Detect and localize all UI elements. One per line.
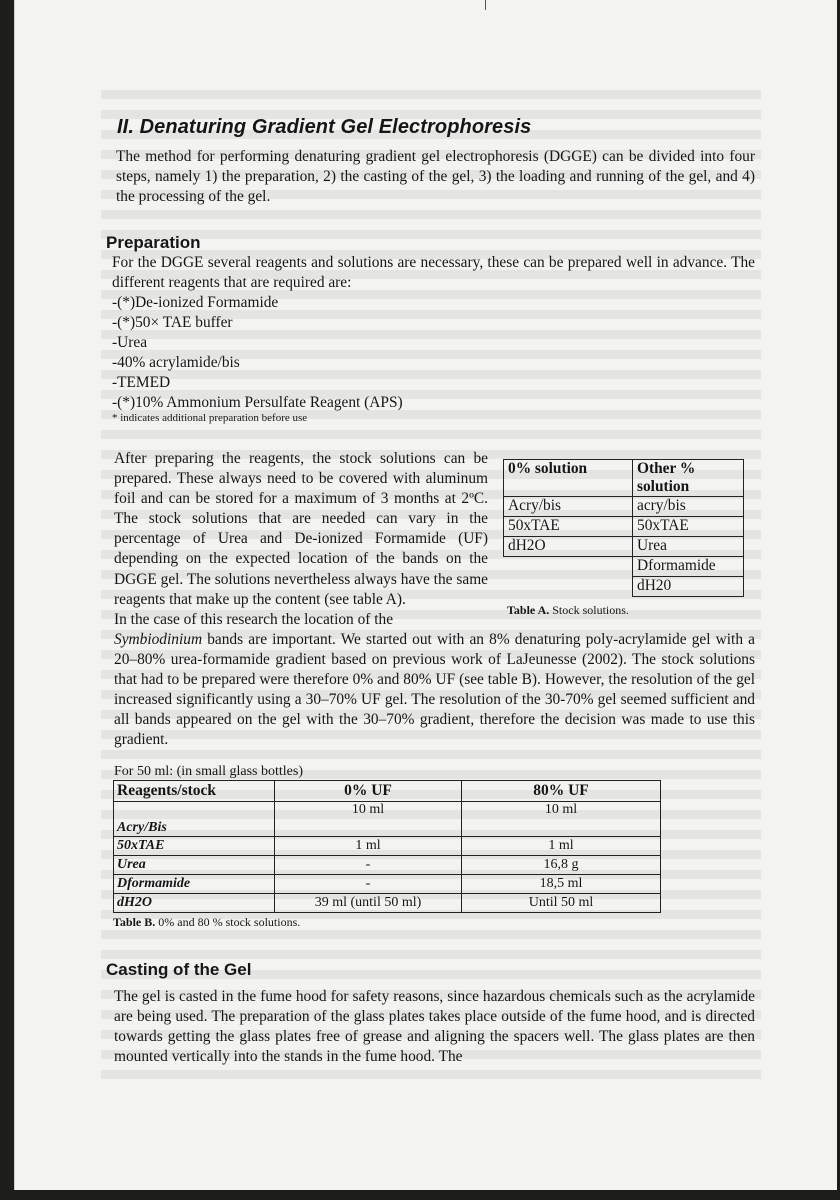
- table-cell: Acry/bis: [504, 497, 633, 517]
- caption-text: 0% and 80 % stock solutions.: [155, 914, 301, 929]
- reagent-item: -(*)50× TAE buffer: [112, 314, 233, 331]
- reagent-item: -Urea: [112, 334, 148, 351]
- table-header: 0% solution: [504, 460, 633, 497]
- table-cell: 10 ml: [462, 801, 661, 836]
- reagent-item: -(*)De-ionized Formamide: [112, 294, 279, 311]
- preparation-heading: Preparation: [106, 233, 201, 252]
- stock-paragraph-column: [114, 449, 488, 610]
- table-header: 0% UF: [275, 780, 462, 801]
- table-cell: Urea: [114, 855, 275, 874]
- section-title: II. Denaturing Gradient Gel Electrophoresis: [117, 116, 532, 138]
- casting-heading: Casting of the Gel: [106, 959, 252, 979]
- table-b-caption: [113, 915, 755, 930]
- table-cell-empty: [504, 577, 633, 597]
- table-cell: dH20: [633, 577, 744, 597]
- table-cell: Urea: [633, 537, 744, 557]
- table-cell: -: [275, 855, 462, 874]
- table-row: [504, 497, 744, 517]
- scan-mark: [485, 0, 486, 10]
- table-header: Other % solution: [633, 460, 744, 497]
- table-cell: Dformamide: [633, 557, 744, 577]
- table-row: [504, 557, 744, 577]
- table-cell: 1 ml: [275, 836, 462, 855]
- preparation-block: [112, 253, 755, 425]
- table-row: [114, 855, 661, 874]
- table-a-caption: [507, 603, 759, 618]
- table-cell: 16,8 g: [462, 855, 661, 874]
- preparation-lead: For the DGGE several reagents and solutions are necessary, these can be prepared well in advance. The different reagents that are required are:: [112, 254, 755, 291]
- table-cell: Dformamide: [114, 874, 275, 893]
- table-cell: Acry/Bis: [114, 801, 275, 836]
- table-cell: dH2O: [114, 893, 275, 912]
- table-cell: Until 50 ml: [462, 893, 661, 912]
- table-row: [504, 577, 744, 597]
- table-b-label: For 50 ml: (in small glass bottles): [114, 763, 303, 779]
- table-cell: 50xTAE: [633, 517, 744, 537]
- footnote: * indicates additional preparation before use: [112, 412, 308, 424]
- intro-paragraph: The method for performing denaturing gradient gel electrophoresis (DGGE) can be divided into four steps, namely 1) the preparation, 2) the casting of the gel, 3) the loading and running of the gel, and 4) the processing of the gel.: [116, 148, 755, 205]
- reagent-item: -TEMED: [112, 374, 171, 391]
- table-row: [504, 517, 744, 537]
- table-a: [503, 459, 744, 597]
- table-cell: 50xTAE: [114, 836, 275, 855]
- stock-section: [101, 449, 755, 750]
- table-cell: 39 ml (until 50 ml): [275, 893, 462, 912]
- table-cell: 50xTAE: [504, 517, 633, 537]
- table-cell: 18,5 ml: [462, 874, 661, 893]
- table-header: Reagents/stock: [114, 780, 275, 801]
- table-row: [114, 801, 661, 836]
- table-row: [114, 836, 661, 855]
- reagent-item: -(*)10% Ammonium Persulfate Reagent (APS): [112, 394, 403, 411]
- table-cell-empty: [504, 557, 633, 577]
- page-content: [101, 116, 755, 1067]
- case-rest: bands are important. We started out with an 8% denaturing poly-acrylamide gel with a 20–80% urea-formamide gradient based on previous work of LaJeunesse (2002). The stock solutions that had to be prepared were therefore 0% and 80% UF (see table B). However, the resolution of the gel increased significantly using a 30–70% UF gel. The resolution of the 30-70% gel seemed sufficient and all bands appeared on the gel with the 30–70% gradient, therefore the decision was made to use this gradient.: [114, 630, 755, 748]
- table-b: [113, 780, 661, 913]
- table-row: [504, 537, 744, 557]
- case-lead: In the case of this research the location of the: [114, 610, 394, 628]
- caption-label: Table B.: [113, 914, 156, 929]
- caption-text: Stock solutions.: [549, 603, 629, 617]
- stock-paragraph: After preparing the reagents, the stock solutions can be prepared. These always need to be covered with aluminum foil and can be stored for a maximum of 3 months at 2ºC. The stock solutions that are needed can vary in the percentage of Urea and De-ionized Formamide (UF) depending on the expected location of the bands on the DGGE gel. The solutions nevertheless always have the same reagents that make up the content (see table A).: [114, 450, 488, 608]
- reagent-list: [112, 293, 755, 413]
- document-page: [14, 0, 837, 1190]
- table-cell: -: [275, 874, 462, 893]
- reagent-item: -40% acrylamide/bis: [112, 354, 240, 371]
- casting-paragraph: The gel is casted in the fume hood for safety reasons, since hazardous chemicals such as the acrylamide are being used. The preparation of the glass plates takes place outside of the fume hood, and is directed towards getting the glass plates free of grease and aligning the spacers well. The glass plates are then mounted vertically into the stands in the fume hood. The: [114, 987, 755, 1065]
- table-cell: dH2O: [504, 537, 633, 557]
- table-cell: 1 ml: [462, 836, 661, 855]
- casting-block: [101, 987, 755, 1067]
- case-paragraph: [114, 610, 755, 750]
- table-header: 80% UF: [462, 780, 661, 801]
- caption-label: Table A.: [507, 603, 550, 617]
- table-row: [114, 874, 661, 893]
- table-row: [114, 893, 661, 912]
- table-a-figure: [503, 459, 759, 618]
- species-name: Symbiodinium: [114, 630, 203, 648]
- table-cell: acry/bis: [633, 497, 744, 517]
- table-cell: 10 ml: [275, 801, 462, 836]
